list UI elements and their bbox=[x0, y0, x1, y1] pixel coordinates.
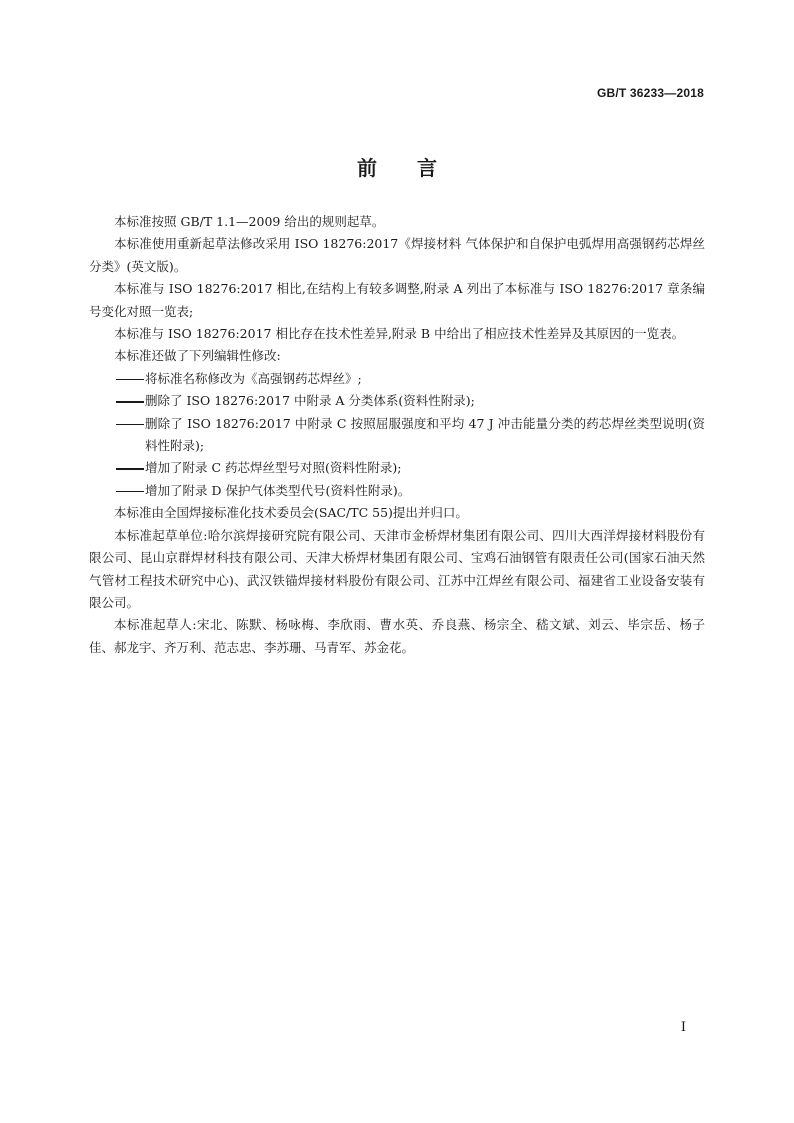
editorial-change-item: 增加了附录 C 药芯焊丝型号对照(资料性附录); bbox=[89, 457, 705, 479]
paragraph-drafters: 本标准起草人:宋北、陈默、杨咏梅、李欣雨、曹水英、乔良燕、杨宗全、嵇文斌、刘云、毕宗岳、杨子佳、郝龙宇、齐万利、范志忠、李苏珊、马青军、苏金花。 bbox=[89, 617, 705, 655]
standard-code: GB/T 36233—2018 bbox=[596, 86, 704, 100]
foreword-body bbox=[89, 211, 705, 659]
editorial-change-item: 将标准名称修改为《高强钢药芯焊丝》; bbox=[89, 368, 705, 390]
editorial-change-item: 增加了附录 D 保护气体类型代号(资料性附录)。 bbox=[89, 480, 705, 502]
paragraph-drafting-units: 本标准起草单位:哈尔滨焊接研究院有限公司、天津市金桥焊材集团有限公司、四川大西洋焊接材料股份有限公司、昆山京群焊材科技有限公司、天津大桥焊材集团有限公司、宝鸡石油钢管有限责任公司(国家石油天然气管材工程技术研究中心)、武汉铁锚焊接材料股份有限公司、江苏中江焊丝有限公司、福建省工业设备安装有限公司。 bbox=[89, 527, 705, 610]
paragraph-drafting-rules: 本标准按照 GB/T 1.1—2009 给出的规则起草。 bbox=[114, 214, 385, 229]
paragraph-structure-changes: 本标准与 ISO 18276:2017 相比,在结构上有较多调整,附录 A 列出了本标准与 ISO 18276:2017 章条编号变化对照一览表; bbox=[89, 281, 705, 319]
page-title: 前言 bbox=[357, 156, 477, 180]
paragraph-editorial-intro: 本标准还做了下列编辑性修改: bbox=[114, 348, 281, 364]
page-number: I bbox=[680, 1020, 686, 1035]
paragraph-technical-differences: 本标准与 ISO 18276:2017 相比存在技术性差异,附录 B 中给出了相应技术性差异及其原因的一览表。 bbox=[114, 326, 685, 342]
paragraph-proposer: 本标准由全国焊接标准化技术委员会(SAC/TC 55)提出并归口。 bbox=[114, 505, 468, 521]
editorial-change-item: 删除了 ISO 18276:2017 中附录 A 分类体系(资料性附录); bbox=[89, 390, 705, 412]
editorial-change-item: 删除了 ISO 18276:2017 中附录 C 按照屈服强度和平均 47 J 冲击能量分类的药芯焊丝类型说明(资料性附录); bbox=[89, 413, 705, 458]
paragraph-adoption: 本标准使用重新起草法修改采用 ISO 18276:2017《焊接材料 气体保护和自保护电弧焊用高强钢药芯焊丝 分类》(英文版)。 bbox=[89, 236, 705, 274]
